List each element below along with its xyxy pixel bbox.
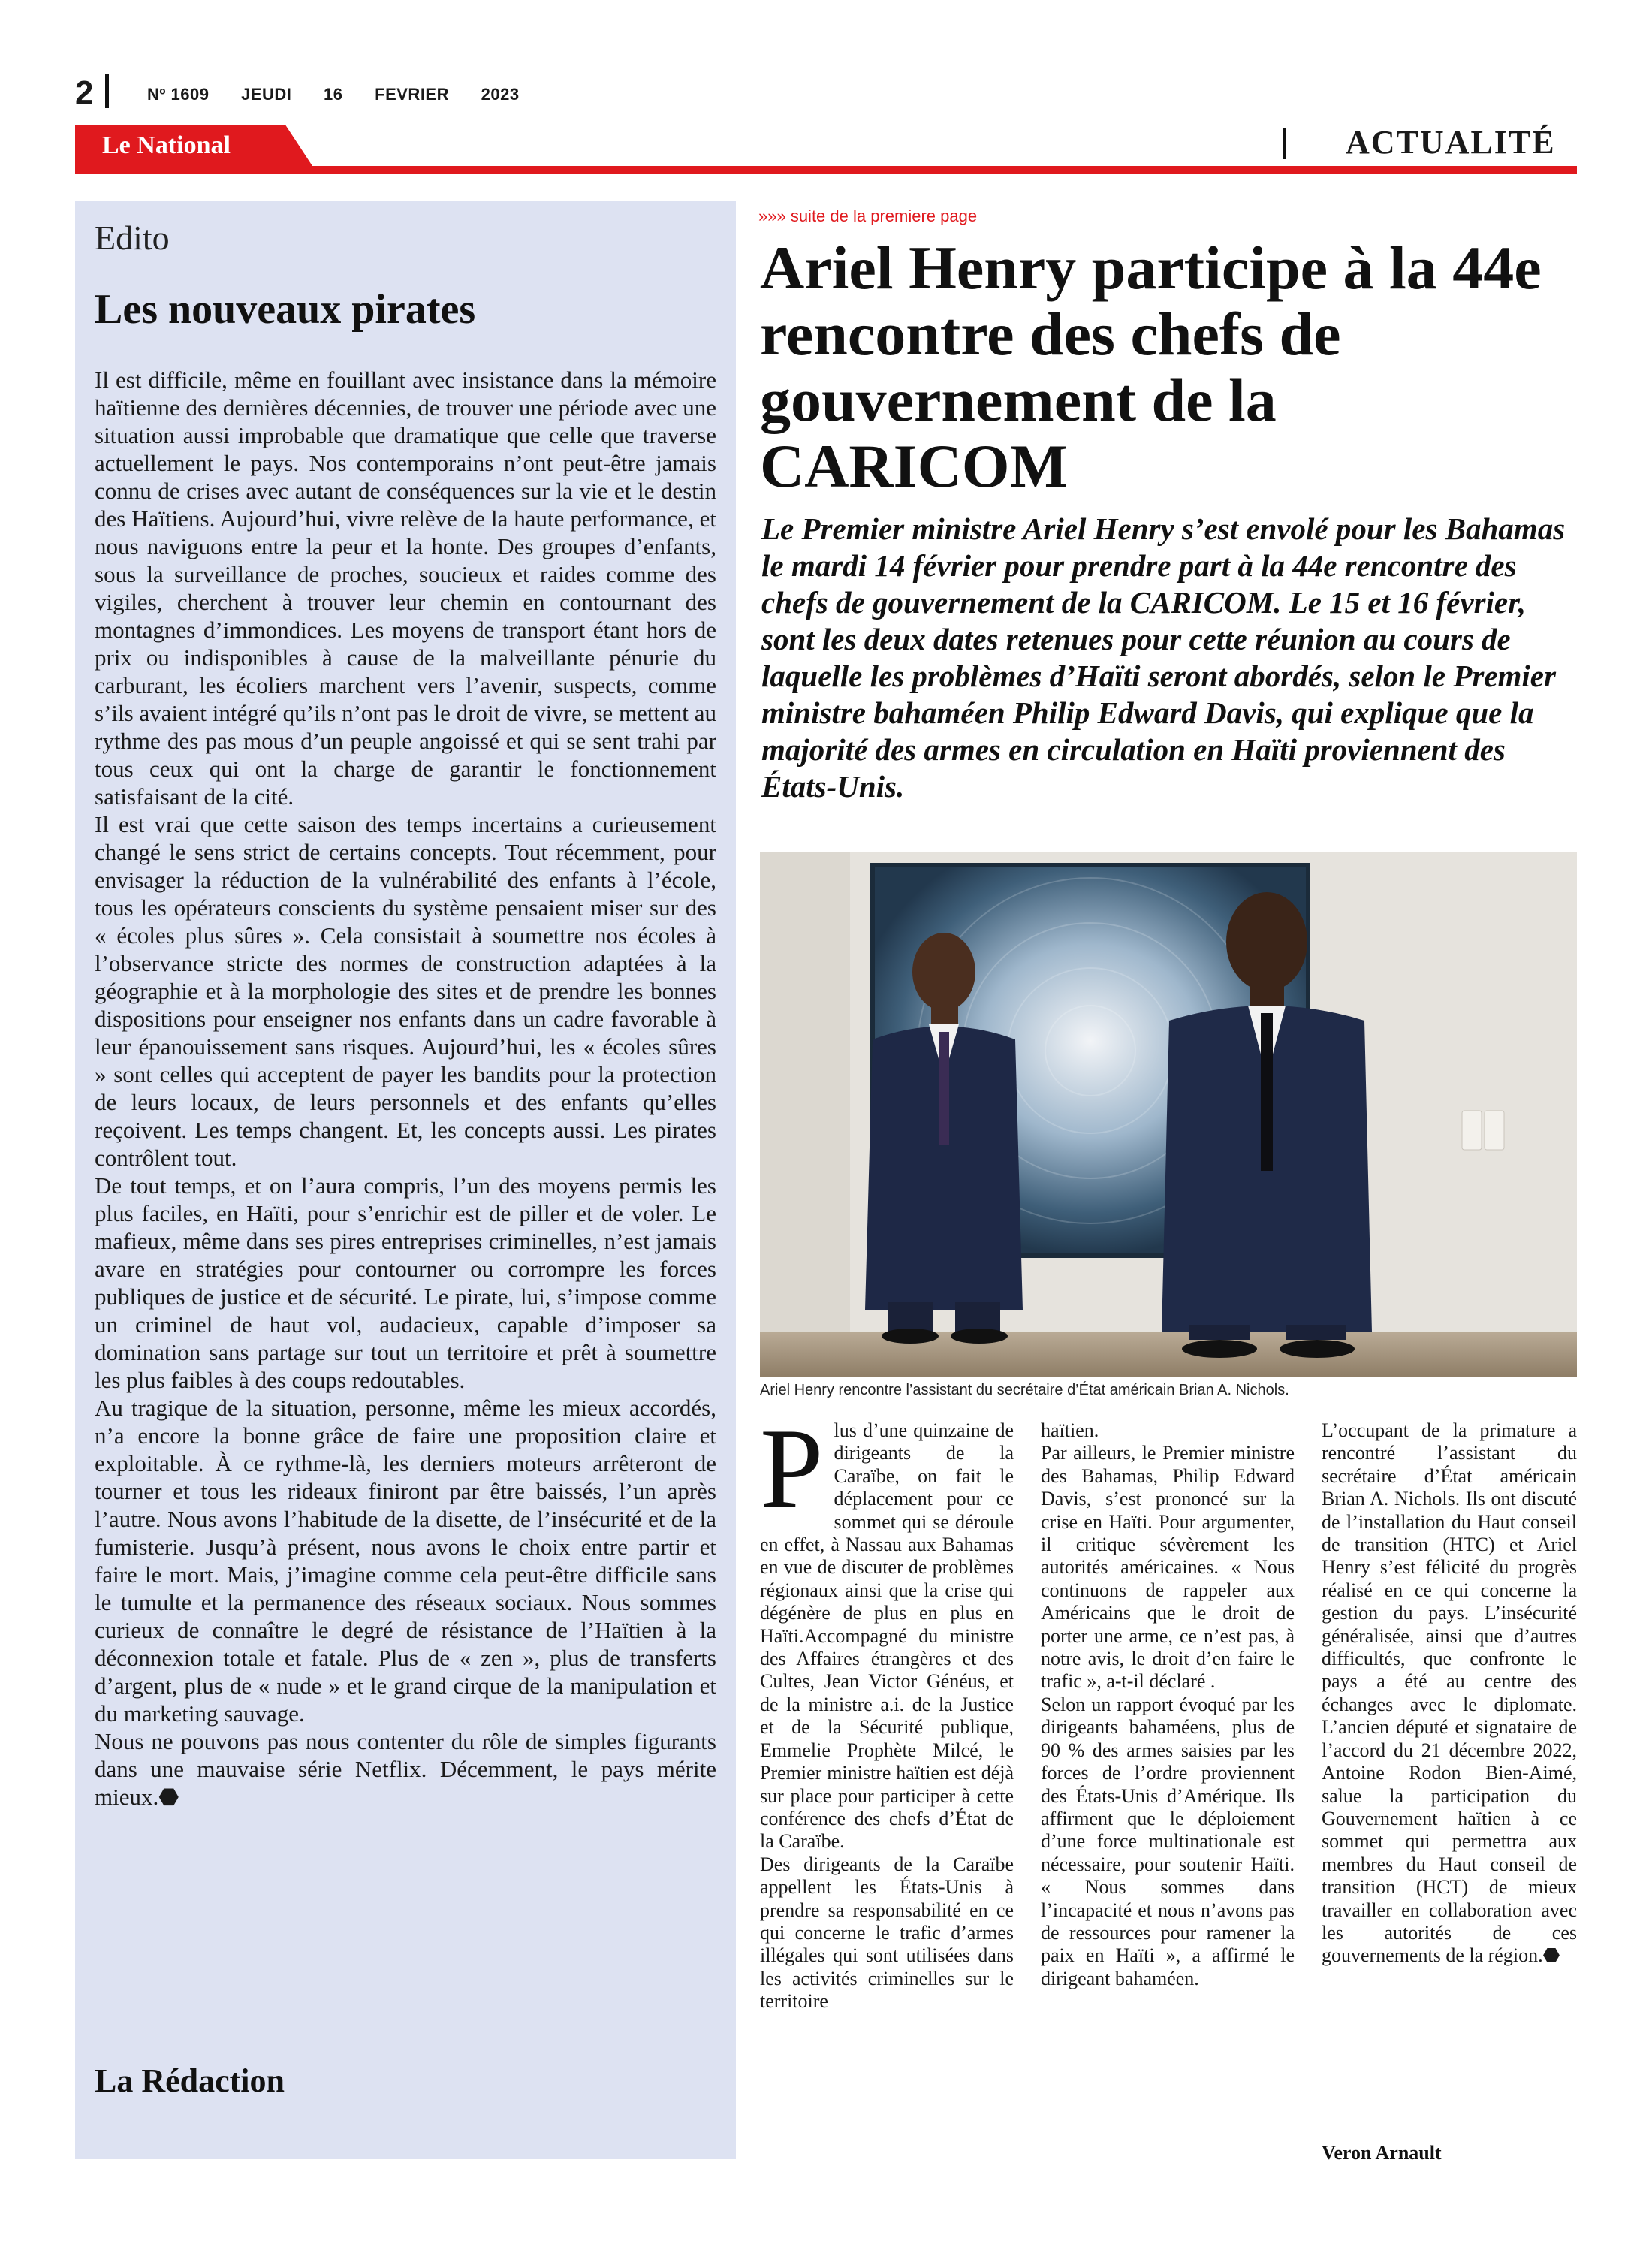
edito-kicker: Edito [95,219,170,257]
article-column-3 [1322,1419,1577,1968]
issue-year: 2023 [481,85,520,104]
article-column-1 [760,1405,1014,2013]
photo-caption: Ariel Henry rencontre l’assistant du secrétaire d’État américain Brian A. Nichols. [760,1382,1289,1398]
page-number-divider [105,74,109,108]
article-headline: Ariel Henry participe à la 44e rencontre des chefs de gouvernement de la CARICOM [760,234,1542,500]
edito-signature: La Rédaction [95,2062,285,2099]
article-paragraph: Selon un rapport évoqué par les dirigeants bahaméens, plus de 90 % des armes saisies par les forces de l’ordre proviennent des États-Unis d’Amérique. Ils affirment que le déploiement d’une force multinationale est nécessaire, pour soutenir Haïti. « Nous sommes dans l’incapacité et nous n’avons pas de ressources pour ramener la paix en Haïti », a affirmé le dirigeant bahaméen. [1041,1693,1295,1989]
page-number: 2 [75,74,94,111]
edito-paragraph: Il est difficile, même en fouillant avec insistance dans la mémoire haïtienne des dernières décennies, de trouver une période avec une situation aussi improbable que dramatique que celle que traverse actuellement le pays. Nos contemporains n’ont peut-être jamais connu de crises avec autant de conséquences sur la vie et le destin des Haïtiens. Aujourd’hui, vivre relève de la haute performance, et nous naviguons entre la peur et la honte. Des groupes d’enfants, sous la surveillance de proches, soucieux et raides comme des vigiles, cherchent à trouver leur chemin en contournant des montagnes d’immondices. Les moyens de transport étant hors de prix ou indisponibles à cause de la malveillante pénurie du carburant, les écoliers marchent vers l’avenir, suspects, comme s’ils avaient intégré qu’ils n’ont pas le droit de vivre, se mettent au rythme des pas mous d’un peuple angoissé et qui se sent trahi par tous ceux qui ont la charge de garantir le fonctionnement satisfaisant de la cité. [95,366,716,810]
edito-title: Les nouveaux pirates [95,286,476,333]
article-photo [760,852,1577,1377]
edito-paragraph: Il est vrai que cette saison des temps incertains a curieusement changé le sens strict de certains concepts. Tout récemment, pour envisager la réduction de la vulnérabilité des enfants à l’école, tous les opérateurs conscients du système pensaient miser sur des « écoles plus sûres ». Cela consistait à soumettre nos écoles à l’observance stricte des normes de construction adaptées à la géographie et à la morphologie des sites et de prendre les bonnes dispositions pour enseigner nos enfants dans un cadre favorable à leur épanouissement sans risques. Aujourd’hui, les « écoles sûres » sont celles qui acceptent de payer les bandits pour la protection de leurs locaux, de leurs personnels et des enfants qu’elles reçoivent. Les temps changent. Et, les concepts aussi. Les pirates contrôlent tout. [95,811,716,1171]
article-column-2 [1041,1419,1295,1990]
edito-body [95,366,716,1811]
issue-date-day: 16 [324,85,343,104]
header-rule [75,166,1577,174]
article-paragraph: Des dirigeants de la Caraïbe appellent les États-Unis à prendre sa responsabilité en ce qui concerne le trafic d’armes illégales qui sont utilisées dans les activités criminelles sur le territoire [760,1853,1014,2013]
issue-day: JEUDI [241,85,292,104]
article-paragraph: Par ailleurs, le Premier ministre des Bahamas, Philip Edward Davis, s’est prononcé sur la crise en Haïti. Pour argumenter, il critique sévèrement les autorités américaines. « Nous continuons de rappeler aux Américains que le droit de porter une arme, ce n’est pas, à notre avis, le droit d’en faire le trafic », a-t-il déclaré . [1041,1442,1295,1693]
article-lead: Le Premier ministre Ariel Henry s’est envolé pour les Bahamas le mardi 14 février pour prendre part à la 44e rencontre des chefs de gouvernement de la CARICOM. Le 15 et 16 février, sont les deux dates retenues pour cette réunion au cours de laquelle les problèmes d’Haïti seront abordés, selon le Premier ministre bahaméen Philip Edward Davis, qui explique que la majorité des armes en circulation en Haïti proviennent des États-Unis. [761,511,1566,804]
edito-paragraph: Au tragique de la situation, personne, même les mieux accordés, n’a encore la bonne grâce de faire une proposition claire et exploitable. À ce rythme-là, les derniers moteurs arrêteront de tourner et tous les rideaux finiront par être baissés, l’un après l’autre. Nous avons l’habitude de la disette, de l’insécurité et de la fumisterie. Jusqu’à présent, nous avons le choix entre partir et faire le mort. Mais, j’imagine comme cela peut-être difficile sans le tumulte et la permanence des réseaux sociaux. Nous sommes curieux de connaître le degré de résistance de l’Haïtien à la déconnexion totale et fatale. Plus de « zen », plus de transferts d’argent, plus de « nude » et le grand cirque de la manipulation et du marketing sauvage. [95,1395,716,1727]
photo-illustration [760,852,1577,1377]
article-kicker: »»» suite de la premiere page [758,207,978,225]
issue-month: FEVRIER [375,85,449,104]
edito-paragraph: De tout temps, et on l’aura compris, l’un des moyens permis les plus faciles, en Haïti, pour s’enrichir est de piller et de voler. Le mafieux, même dans ses pires entreprises criminelles, n’est jamais avare en stratégies pour contourner ou corrompre les forces publiques de justice et de sécurité. Le pirate, lui, s’impose comme un criminel de haut vol, audacieux, capable d’imposer sa domination sans partage sur tout un territoire et prêt à soumettre les plus faibles à des coups redoutables. [95,1172,716,1393]
drop-cap: P [760,1405,824,1531]
section-name: ACTUALITÉ [1346,124,1556,161]
article-paragraph: lus d’une quinzaine de dirigeants de la Caraïbe, on fait le déplacement pour ce sommet qui se déroule en effet, à Nassau aux Bahamas en vue de discuter de problèmes régionaux ainsi que la crise qui dégénère de plus en plus en Haïti.Accompagné du ministre des Affaires étrangères et des Cultes, Jean Victor Généus, et de la ministre a.i. de la Justice et de la Sécurité publique, Emmelie Prophète Milcé, le Premier ministre haïtien est déjà sur place pour participer à cette conférence des chefs d’État de la Caraïbe. [760,1419,1014,1853]
issue-number: Nº 1609 [147,85,210,104]
issue-info [147,85,547,104]
article-byline: Veron Arnault [1322,2142,1442,2164]
article-paragraph: L’occupant de la primature a rencontré l’assistant du secrétaire d’État américain Brian A. Nichols. Ils ont discuté de l’installation du Haut conseil de transition (HTC) et Ariel Henry s’est félicité du progrès réalisé en ce qui concerne la gestion du pays. L’insécurité généralisée, ainsi que d’autres difficultés, que confronte le pays a été au centre des échanges avec le diplomate. L’ancien député et signataire de l’accord du 21 décembre 2022, Antoine Rodon Bien-Aimé, salue la participation du Gouvernement haïtien à ce sommet qui permettra aux membres du Haut conseil de transition (HCT) de mieux travailler en collaboration avec les autorités de ces gouvernements de la région.⬣ [1322,1419,1577,1967]
brand-name: Le National [102,131,231,159]
section-divider [1283,128,1286,159]
edito-paragraph: Nous ne pouvons pas nous contenter du rôle de simples figurants dans une mauvaise série Netflix. Décemment, le pays mérite mieux.⬣ [95,1728,716,1810]
article-paragraph: haïtien. [1041,1419,1099,1441]
